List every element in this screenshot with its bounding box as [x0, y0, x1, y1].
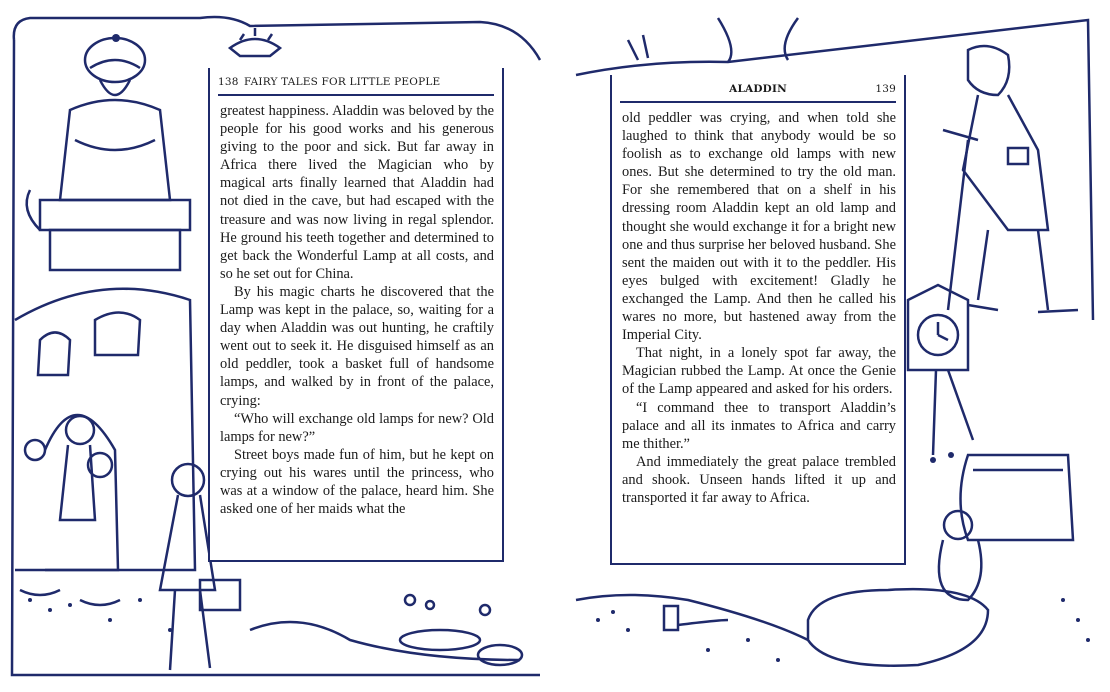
left-text-panel — [208, 68, 504, 562]
left-body-text — [220, 102, 494, 518]
paragraph: “Who will exchange old lamps for new? Old lamps for new?” — [220, 410, 494, 445]
running-head-right: ALADDIN — [729, 83, 787, 95]
left-running-header — [218, 76, 494, 96]
page-number-left: 138 — [218, 76, 239, 88]
running-head-left: FAIRY TALES FOR LITTLE PEOPLE — [244, 76, 441, 88]
paragraph: Street boys made fun of him, but he kept on crying out his wares until the princess, who was at a window of the palace, heard him. She asked one of her maids what the — [220, 446, 494, 518]
bottom-rule — [612, 563, 904, 565]
paragraph: By his magic charts he discovered that the Lamp was kept in the palace, so, waiting for a day when Aladdin was out hunting, he craftily went out to seek it. He disguised himself as an old peddler, took a basket full of handsome lamps, and walked by in front of the palace, crying: — [220, 283, 494, 409]
right-text-panel — [610, 75, 906, 565]
book-gutter — [548, 0, 568, 692]
paragraph: And immediately the great palace trembled and shook. Unseen hands lifted it up and transported it far away to Africa. — [622, 453, 896, 506]
left-page — [0, 0, 548, 692]
paragraph: old peddler was crying, and when told she laughed to think that anybody would be so foolish as to exchange old lamps with new ones. But she determined to try the old man. For she remembered that on a shelf in his dressing room Aladdin kept an old lamp and thought she would exchange it for a bright new one and thus surprise her beloved husband. She sent the maiden out with it to the peddler. His eyes bulged with excitement! Gladly he exchanged the Lamp. And then he called his wares no more, but hastened away from the Imperial City. — [622, 110, 896, 344]
bottom-rule — [210, 560, 502, 562]
right-body-text — [622, 109, 896, 507]
page-number-right: 139 — [875, 83, 896, 95]
paragraph: That night, in a lonely spot far away, the Magician rubbed the Lamp. At once the Genie of the Lamp appeared and asked for his orders. — [622, 345, 896, 398]
right-running-header — [620, 83, 896, 103]
paragraph: “I command thee to transport Aladdin’s palace and all its inmates to Africa and carry me thither.” — [622, 399, 896, 452]
paragraph: greatest happiness. Aladdin was beloved by the people for his good works and his generous giving to the poor and sick. But far away in Africa there lived the Magician who by magical arts finally learned that Aladdin had not died in the cave, but had escaped with the treasure and was now living in regal splendor. He ground his teeth together and determined to get back the Wonderful Lamp at all costs, and so he set out for China. — [220, 103, 494, 282]
right-page — [568, 0, 1110, 692]
